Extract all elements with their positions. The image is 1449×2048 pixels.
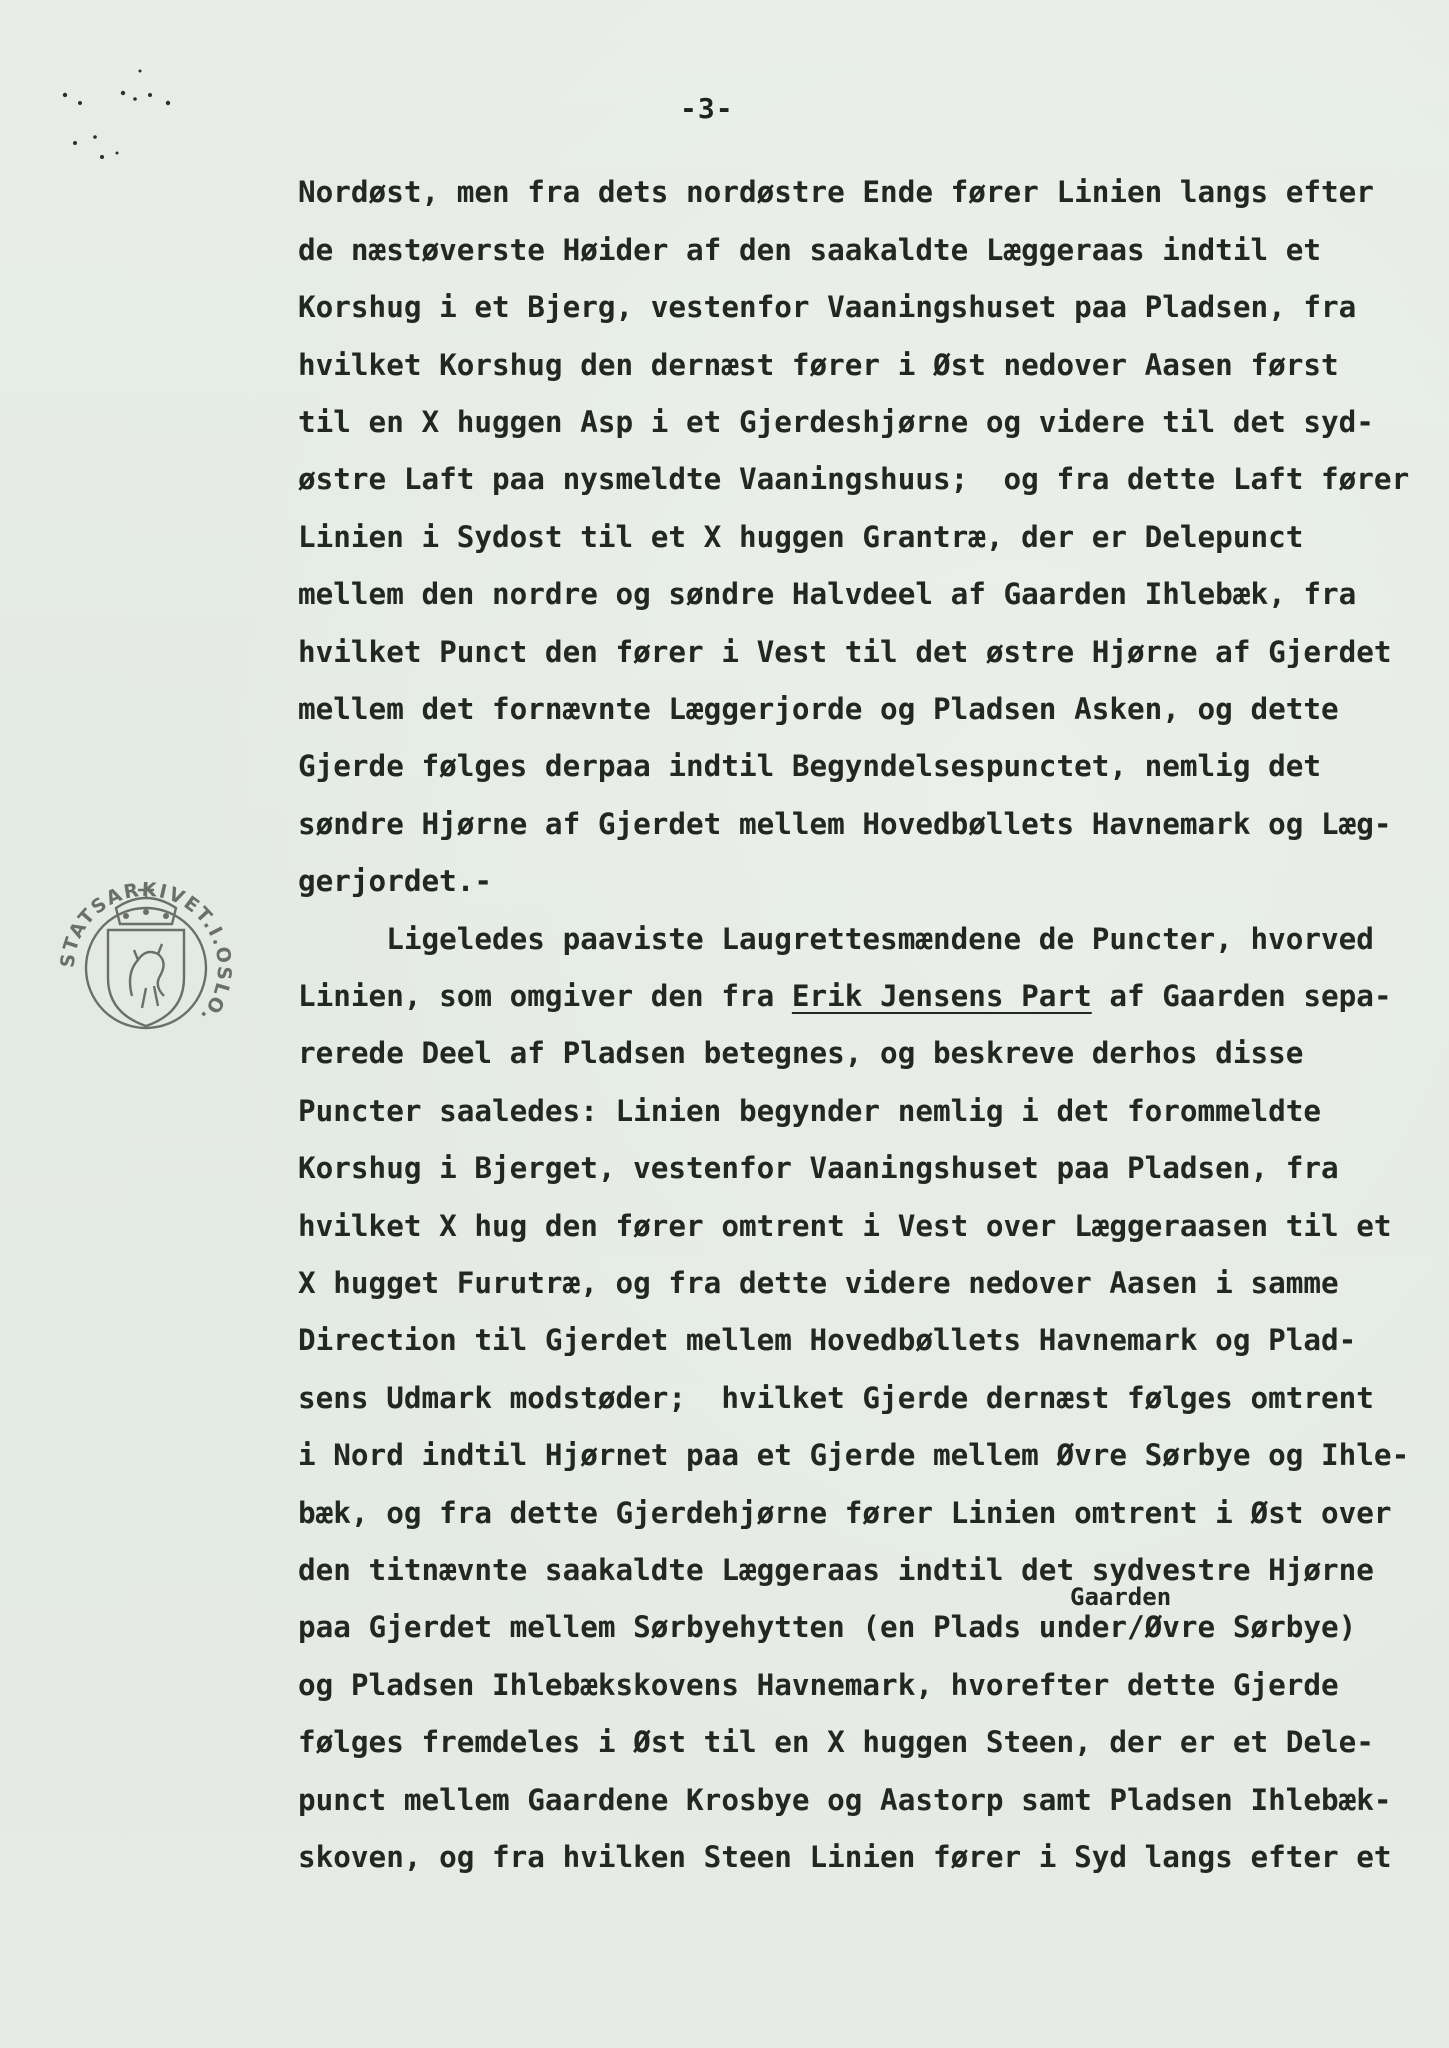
text-line: paa Gjerdet mellem Sørbyehytten (en Plads under/Øvre Sørbye)	[298, 1610, 1357, 1644]
archive-stamp	[46, 868, 246, 1068]
text-line: Korshug i Bjerget, vestenfor Vaaningshuset paa Pladsen, fra	[298, 1151, 1339, 1185]
text-line: Direction til Gjerdet mellem Hovedbøllets Havnemark og Plad-	[298, 1323, 1357, 1357]
page-number: -3-	[680, 92, 734, 125]
text-line: Nordøst, men fra dets nordøstre Ende fører Linien langs efter	[298, 175, 1374, 209]
text-line	[298, 976, 1392, 1016]
text-line: og Pladsen Ihlebækskovens Havnemark, hvorefter dette Gjerde	[298, 1668, 1339, 1702]
text-line	[298, 919, 1374, 959]
text-line: i Nord indtil Hjørnet paa et Gjerde mellem Øvre Sørbye og Ihle-	[298, 1438, 1410, 1472]
underlined-name: Erik Jensens Part	[791, 979, 1092, 1013]
handwritten-insertion: Gaarden	[1070, 1583, 1172, 1611]
text-line: Puncter saaledes: Linien begynder nemlig i det forommeldte	[298, 1094, 1322, 1128]
text-line: Korshug i et Bjerg, vestenfor Vaaningshuset paa Pladsen, fra	[298, 290, 1357, 324]
margin-dots	[55, 55, 185, 165]
text-line: hvilket Punct den fører i Vest til det østre Hjørne af Gjerdet	[298, 635, 1392, 669]
text-line: skoven, og fra hvilken Steen Linien fører i Syd langs efter et	[298, 1840, 1392, 1874]
text-line: bæk, og fra dette Gjerdehjørne fører Linien omtrent i Øst over	[298, 1496, 1392, 1530]
text-line: Gjerde følges derpaa indtil Begyndelsespunctet, nemlig det	[298, 749, 1322, 783]
text-line: X hugget Furutræ, og fra dette videre nedover Aasen i samme	[298, 1266, 1339, 1300]
text-line: hvilket Korshug den dernæst fører i Øst nedover Aasen først	[298, 348, 1339, 382]
text-line: søndre Hjørne af Gjerdet mellem Hovedbøllets Havnemark og Læg-	[298, 807, 1392, 841]
text-line: Linien i Sydost til et X huggen Grantræ, der er Delepunct	[298, 520, 1304, 554]
text-line: følges fremdeles i Øst til en X huggen Steen, der er et Dele-	[298, 1725, 1374, 1759]
text-line: gerjordet.-	[298, 864, 493, 898]
text-line: sens Udmark modstøder; hvilket Gjerde dernæst følges omtrent	[298, 1381, 1374, 1415]
text-line: til en X huggen Asp i et Gjerdeshjørne og videre til det syd-	[298, 405, 1374, 439]
text-line: den titnævnte saakaldte Læggeraas indtil det sydvestre Hjørne	[298, 1553, 1374, 1587]
text-line: de næstøverste Høider af den saakaldte Læggeraas indtil et	[298, 233, 1322, 267]
text-line: rerede Deel af Pladsen betegnes, og beskreve derhos disse	[298, 1036, 1304, 1070]
text-line: mellem det fornævnte Læggerjorde og Pladsen Asken, og dette	[298, 692, 1339, 726]
text-line: østre Laft paa nysmeldte Vaaningshuus; og fra dette Laft fører	[298, 462, 1410, 496]
text-segment: af Gaarden sepa-	[1091, 979, 1392, 1013]
text-line: hvilket X hug den fører omtrent i Vest over Læggeraasen til et	[298, 1209, 1392, 1243]
text-line: punct mellem Gaardene Krosbye og Aastorp samt Pladsen Ihlebæk-	[298, 1783, 1392, 1817]
stamp-text: STATSARKIVET.I.OSLO.	[56, 878, 236, 1028]
text-line: mellem den nordre og søndre Halvdeel af Gaarden Ihlebæk, fra	[298, 577, 1357, 611]
text-segment: Ligeledes paaviste Laugrettesmændene de Puncter, hvorved	[298, 922, 1374, 956]
text-segment: Linien, som omgiver den fra	[298, 979, 792, 1013]
